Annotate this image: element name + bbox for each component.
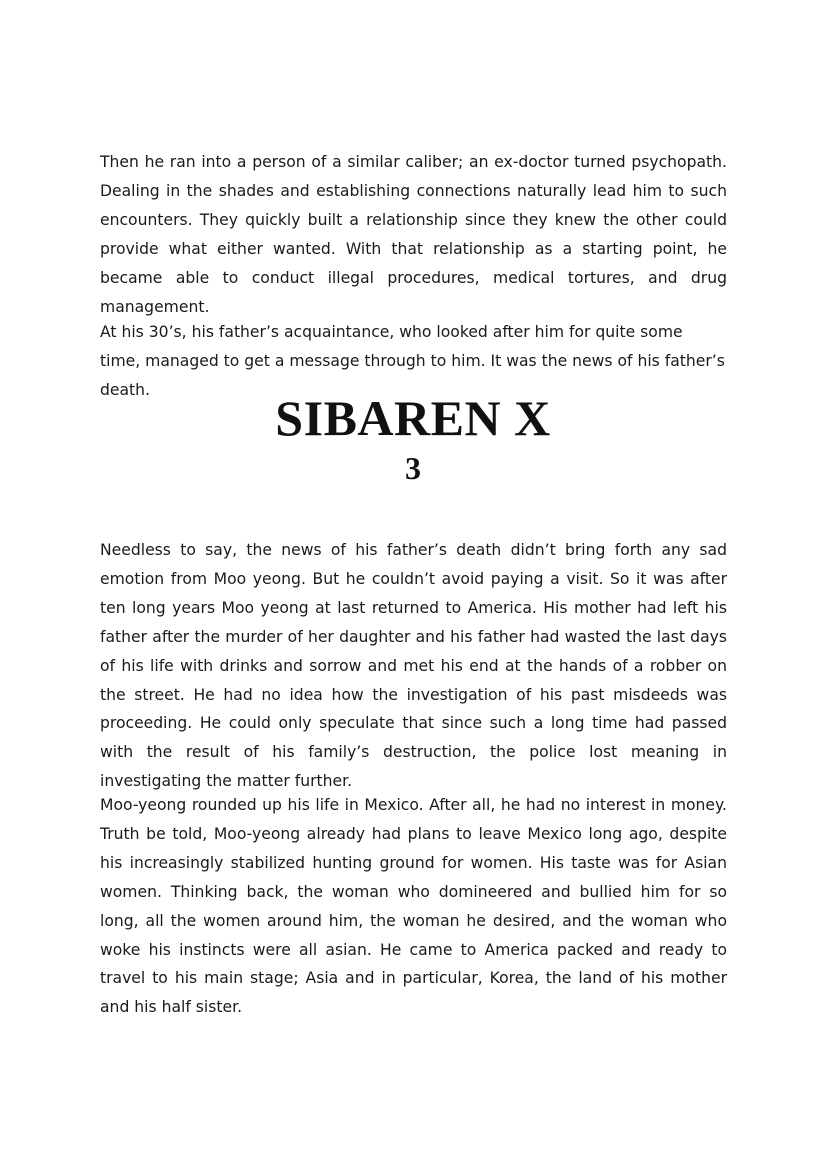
paragraph-return-to-america: Needless to say, the news of his father’s death didn’t bring forth any sad emotion from Moo yeong. But he couldn’t avoid paying a visit. So it was after ten long years Moo yeong at last returned to America. His mother had left his father after the murder of her daughter and his father had wasted the last days of his life with drinks and sorrow and met his end at the hands of a robber on the street. He had no idea how the investigation of his past misdeeds was proceeding. He could only speculate that since such a long time had passed with the result of his family’s destruction, the police lost meaning in investigating the matter further. [100,541,727,791]
chapter-number: 3 [405,450,421,486]
chapter-title: SIBAREN X [275,390,551,446]
paragraph-encounter: Then he ran into a person of a similar caliber; an ex-doctor turned psychopath. Dealing in the shades and establishing connections naturally lead him to such encounters. They quickly built a relationship since they knew the other could provide what either wanted. With that relationship as a starting point, he became able to conduct illegal procedures, medical tortures, and drug management. [100,153,727,316]
paragraph-father-news: At his 30’s, his father’s acquaintance, who looked after him for quite some time, managed to get a message through to him. It was the news of his father’s death. [100,323,725,399]
paragraph-leaving-mexico: Moo-yeong rounded up his life in Mexico. After all, he had no interest in money. Truth be told, Moo-yeong already had plans to leave Mexico long ago, despite his increasingly stabilized hunting ground for women. His taste was for Asian women. Thinking back, the woman who domineered and bullied him for so long, all the women around him, the woman he desired, and the woman who woke his instincts were all asian. He came to America packed and ready to travel to his main stage; Asia and in particular, Korea, the land of his mother and his half sister. [100,796,727,1017]
